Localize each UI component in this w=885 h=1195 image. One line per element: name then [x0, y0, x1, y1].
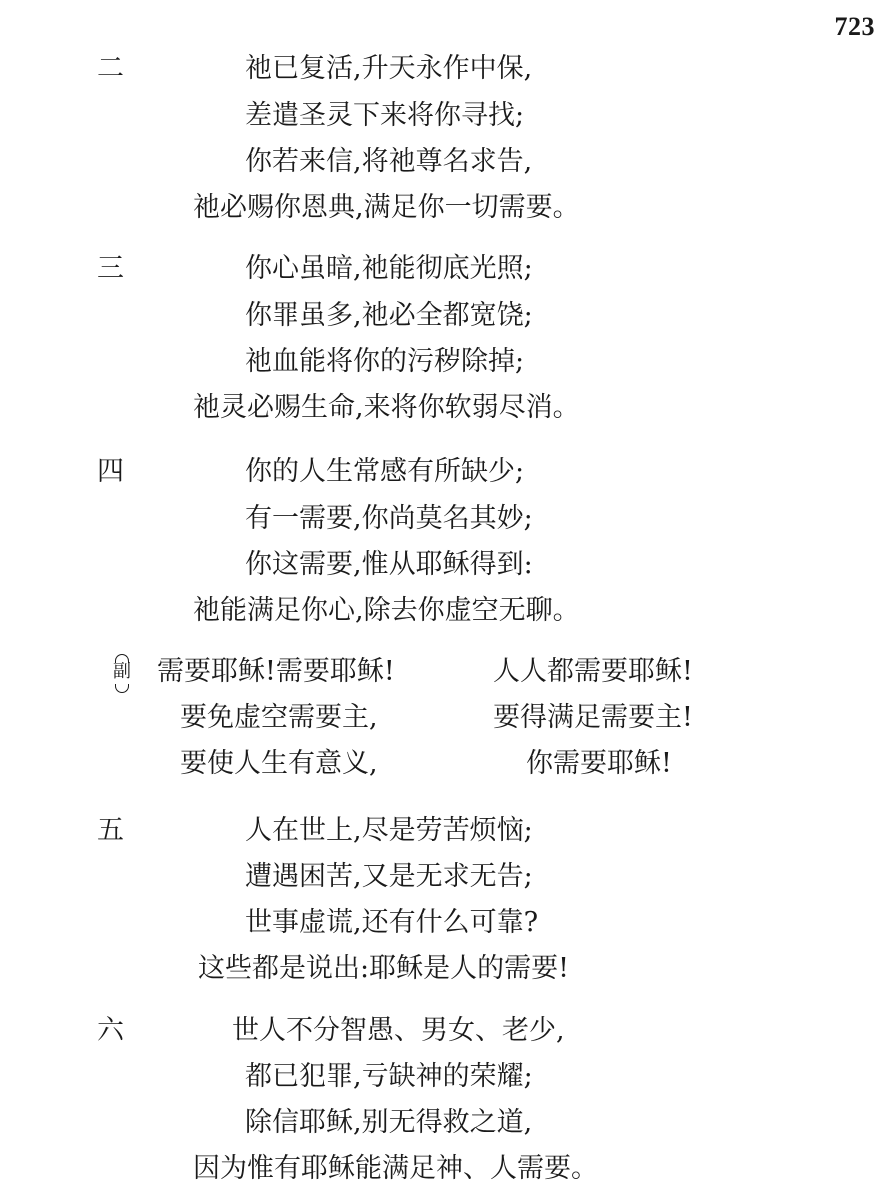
chorus-right-line-2: 要得满足需要主! [493, 702, 693, 733]
verse-3-line-3: 祂血能将你的污秽除掉; [245, 346, 525, 377]
verse-4-line-4: 祂能满足你心,除去你虚空无聊。 [193, 595, 580, 626]
verse-4-line-2: 有一需要,你尚莫名其妙; [245, 503, 533, 534]
verse-number-5: 五 [97, 815, 124, 846]
verse-6-line-3: 除信耶稣,别无得救之道, [245, 1107, 533, 1138]
verse-6-line-1: 世人不分智愚、男女、老少, [232, 1015, 565, 1046]
verse-5-line-2: 遭遇困苦,又是无求无告; [245, 861, 533, 892]
verse-number-4: 四 [97, 456, 124, 487]
verse-6-line-4: 因为惟有耶稣能满足神、人需要。 [193, 1153, 598, 1184]
verse-2-line-4: 祂必赐你恩典,满足你一切需要。 [193, 192, 580, 223]
verse-2-line-3: 你若来信,将祂尊名求告, [245, 146, 533, 177]
chorus-left-line-3: 要使人生有意义, [180, 748, 378, 779]
verse-2-line-2: 差遣圣灵下来将你寻找; [245, 100, 525, 131]
verse-6-line-2: 都已犯罪,亏缺神的荣耀; [245, 1061, 533, 1092]
chorus-marker [113, 654, 133, 694]
verse-number-3: 三 [97, 253, 124, 284]
verse-3-line-1: 你心虽暗,祂能彻底光照; [245, 253, 533, 284]
chorus-right-line-3: 你需要耶稣! [526, 748, 672, 779]
verse-5-line-1: 人在世上,尽是劳苦烦恼; [245, 815, 533, 846]
verse-4-line-1: 你的人生常感有所缺少; [245, 456, 525, 487]
verse-number-6: 六 [97, 1015, 124, 1046]
verse-5-line-3: 世事虚谎,还有什么可靠? [245, 907, 539, 938]
verse-3-line-4: 祂灵必赐生命,来将你软弱尽消。 [193, 392, 580, 423]
page-number: 723 [834, 12, 875, 41]
verse-5-line-4: 这些都是说出:耶稣是人的需要! [198, 953, 569, 984]
verse-number-2: 二 [97, 53, 124, 84]
chorus-left-line-2: 要免虚空需要主, [180, 702, 378, 733]
verse-3-line-2: 你罪虽多,祂必全都宽饶; [245, 300, 533, 331]
verse-4-line-3: 你这需要,惟从耶稣得到: [245, 549, 533, 580]
chorus-left-line-1: 需要耶稣!需要耶稣! [157, 656, 395, 687]
chorus-right-line-1: 人人都需要耶稣! [493, 656, 693, 687]
chorus-label: 副 [113, 661, 131, 682]
verse-2-line-1: 祂已复活,升天永作中保, [245, 53, 533, 84]
